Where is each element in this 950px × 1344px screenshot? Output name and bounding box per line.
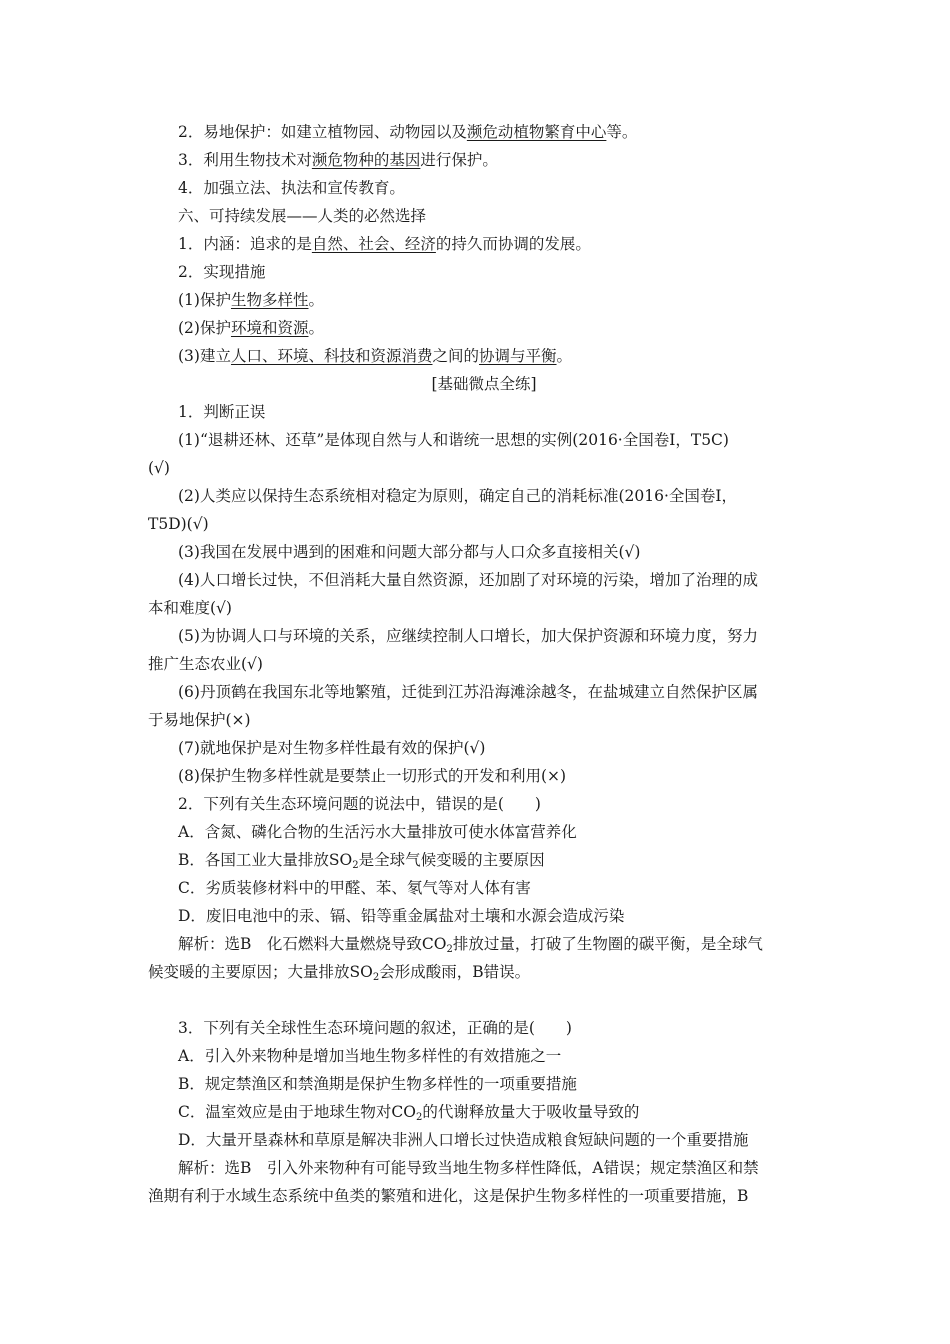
question-heading	[178, 794, 820, 814]
text-line	[148, 598, 820, 618]
text-line	[178, 122, 820, 142]
text-span: B．规定禁渔区和禁渔期是保护生物多样性的一项重要措施	[178, 1075, 577, 1093]
underlined-term: 环境和资源	[230, 319, 309, 337]
text-span: A．引入外来物种是增加当地生物多样性的有效措施之一	[178, 1047, 562, 1065]
text-span: T5D)(√)	[148, 515, 209, 533]
text-line	[178, 318, 820, 338]
option-b	[178, 1074, 820, 1094]
underlined-term: 自然、社会、经济	[311, 235, 436, 253]
text-span: C．温室效应是由于地球生物对CO	[178, 1103, 416, 1121]
option-d	[178, 1130, 820, 1150]
answer-explanation	[178, 934, 820, 954]
underlined-term: 濒危动植物繁育中心	[466, 123, 607, 141]
text-line	[178, 682, 820, 702]
text-line	[148, 710, 820, 730]
text-line	[178, 626, 820, 646]
text-line	[178, 766, 820, 786]
answer-explanation	[148, 1186, 820, 1206]
option-d	[178, 906, 820, 926]
answer-explanation	[148, 962, 820, 982]
subscript: 2	[372, 972, 380, 983]
option-c	[178, 1102, 820, 1122]
text-span: (1)“退耕还林、还草”是体现自然与人和谐统一思想的实例(2016·全国卷Ⅰ，T5C)	[178, 431, 729, 449]
text-line	[178, 486, 820, 506]
text-span: 3．利用生物技术对	[178, 151, 312, 169]
text-span: 会形成酸雨，B错误。	[379, 963, 531, 981]
text-span: 候变暖的主要原因；大量排放SO	[148, 963, 373, 981]
text-span: (3)建立	[178, 347, 231, 365]
section-heading	[178, 206, 820, 226]
option-c	[178, 878, 820, 898]
text-span: C．劣质装修材料中的甲醛、苯、氡气等对人体有害	[178, 879, 531, 897]
text-span: 解析：选B 化石燃料大量燃烧导致CO	[178, 935, 447, 953]
text-span: 的持久而协调的发展。	[435, 235, 591, 253]
text-span: D．废旧电池中的汞、镉、铅等重金属盐对土壤和水源会造成污染	[178, 907, 625, 925]
subscript: 2	[415, 1112, 423, 1123]
text-span: (2)保护	[178, 319, 231, 337]
option-a	[178, 1046, 820, 1066]
text-line	[178, 570, 820, 590]
text-span: [基础微点全练]	[431, 375, 537, 393]
text-span: 。	[308, 291, 324, 309]
subscript: 2	[352, 860, 359, 871]
text-line	[148, 458, 820, 478]
text-span: (8)保护生物多样性就是要禁止一切形式的开发和利用(×)	[178, 767, 567, 785]
text-span: 。	[556, 347, 573, 365]
underlined-term: 濒危物种的基因	[311, 151, 421, 169]
text-line	[178, 262, 820, 282]
text-span: 3．下列有关全球性生态环境问题的叙述，正确的是( )	[178, 1019, 572, 1037]
underlined-term: 人口、环境、科技和资源消费	[230, 347, 433, 365]
text-line	[178, 150, 820, 170]
text-span: 推广生态农业(√)	[148, 655, 263, 673]
text-line	[178, 234, 820, 254]
text-line	[178, 346, 820, 366]
text-line	[178, 290, 820, 310]
text-span: 解析：选B 引入外来物种有可能导致当地生物多样性降低，A错误；规定禁渔区和禁	[178, 1159, 759, 1177]
question-heading	[178, 402, 820, 422]
text-span: B．各国工业大量排放SO	[178, 851, 353, 869]
text-line	[148, 514, 820, 534]
text-span: 2．下列有关生态环境问题的说法中，错误的是( )	[178, 795, 541, 813]
text-span: 于易地保护(×)	[148, 711, 251, 729]
underlined-term: 协调与平衡	[479, 347, 557, 365]
text-span: (7)就地保护是对生物多样性最有效的保护(√)	[178, 739, 486, 757]
option-b	[178, 850, 820, 870]
text-line	[178, 178, 820, 198]
text-span: 渔期有利于水域生态系统中鱼类的繁殖和进化，这是保护生物多样性的一项重要措施，B	[148, 1187, 749, 1205]
text-span: 2．易地保护：如建立植物园、动物园以及	[178, 123, 467, 141]
text-span: (√)	[148, 459, 170, 477]
text-span: 。	[308, 319, 324, 337]
text-span: (4)人口增长过快，不但消耗大量自然资源，还加剧了对环境的污染，增加了治理的成	[178, 571, 758, 589]
subscript: 2	[446, 944, 453, 955]
option-a	[178, 822, 820, 842]
text-span: 1．内涵：追求的是	[178, 235, 312, 253]
text-span: (1)保护	[178, 291, 231, 309]
text-span: 本和难度(√)	[148, 599, 232, 617]
text-span: (2)人类应以保持生态系统相对稳定为原则，确定自己的消耗标准(2016·全国卷Ⅰ，	[178, 487, 738, 505]
text-span: (6)丹顶鹤在我国东北等地繁殖，迁徙到江苏沿海滩涂越冬，在盐城建立自然保护区属	[178, 683, 758, 701]
text-span: (3)我国在发展中遇到的困难和问题大部分都与人口众多直接相关(√)	[178, 543, 641, 561]
text-span: 进行保护。	[420, 151, 498, 169]
text-line	[178, 542, 820, 562]
text-line	[178, 430, 820, 450]
text-span: D．大量开垦森林和草原是解决非洲人口增长过快造成粮食短缺问题的一个重要措施	[178, 1131, 749, 1149]
text-span: (5)为协调人口与环境的关系，应继续控制人口增长，加大保护资源和环境力度，努力	[178, 627, 758, 645]
text-span: 的代谢释放量大于吸收量导致的	[422, 1103, 640, 1121]
text-span: 4．加强立法、执法和宣传教育。	[178, 179, 405, 197]
text-line	[178, 738, 820, 758]
text-span: A．含氮、磷化合物的生活污水大量排放可使水体富营养化	[178, 823, 577, 841]
text-span: 是全球气候变暖的主要原因	[358, 851, 545, 869]
text-line	[148, 654, 820, 674]
text-span: 1．判断正误	[178, 403, 266, 421]
text-span: 六、可持续发展——人类的必然选择	[178, 207, 427, 225]
underlined-term: 生物多样性	[230, 291, 309, 309]
text-span: 之间的	[432, 347, 479, 365]
question-heading	[178, 1018, 820, 1038]
section-title	[148, 374, 820, 394]
text-span: 2．实现措施	[178, 263, 266, 281]
text-span: 排放过量，打破了生物圈的碳平衡，是全球气	[452, 935, 763, 953]
text-span: 等。	[606, 123, 638, 141]
answer-explanation	[178, 1158, 820, 1178]
